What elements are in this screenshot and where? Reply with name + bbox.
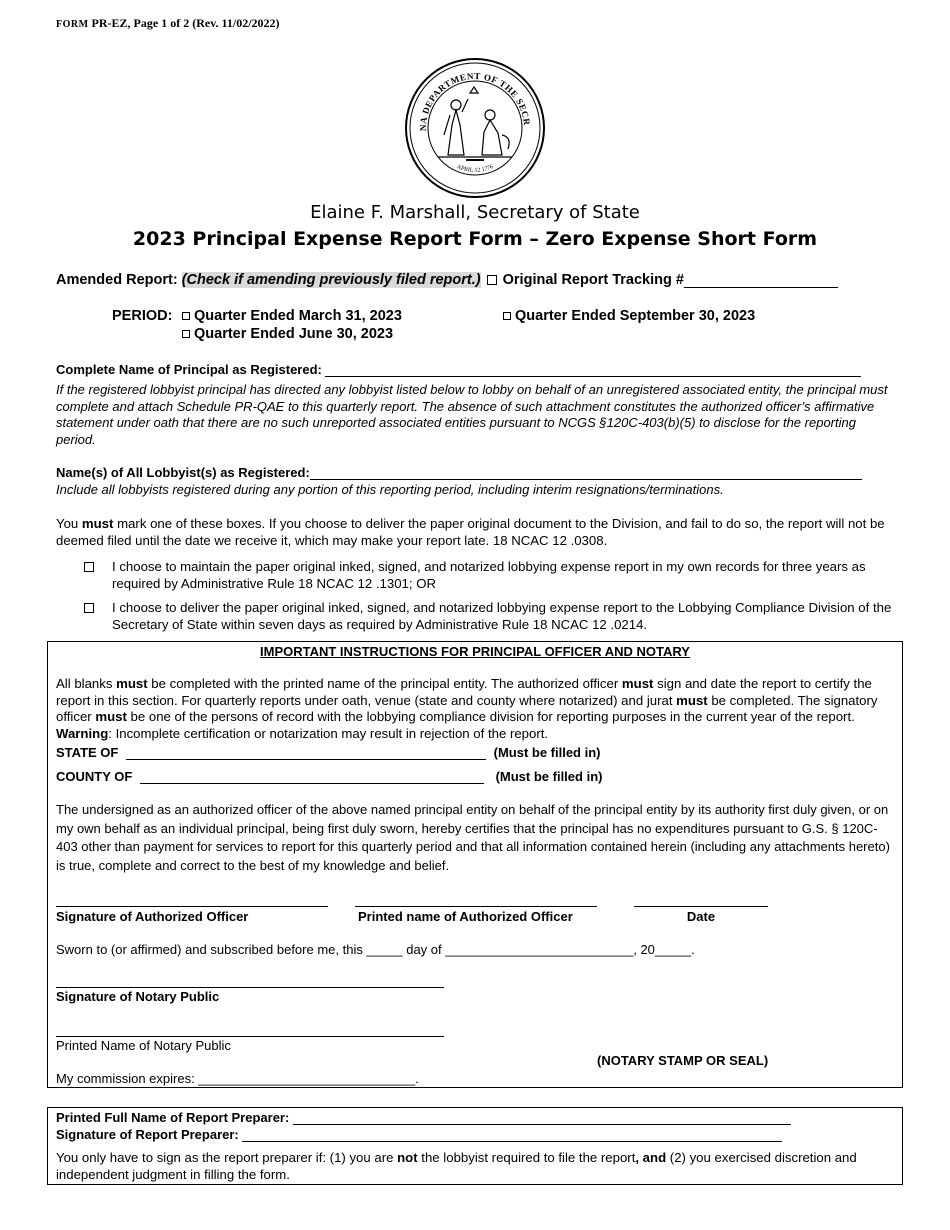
county-row — [56, 769, 602, 784]
instr-p1f: : Incomplete certification or notarization may result in rejection of the report. — [108, 725, 549, 741]
county-label: COUNTY OF — [56, 769, 133, 784]
tracking-label: Original Report Tracking # — [502, 272, 684, 288]
seal-text-bottom: APRIL 12 1776 — [455, 164, 495, 174]
preparer-name-label: Printed Full Name of Report Preparer: — [56, 1110, 290, 1125]
period-q3[interactable] — [503, 308, 755, 324]
notary-signature-field[interactable] — [56, 987, 444, 988]
instr-must1: must — [116, 676, 148, 691]
lobbyists-row — [56, 465, 862, 480]
county-field[interactable] — [140, 771, 484, 784]
preparer-not: not — [397, 1150, 418, 1165]
sworn-line — [56, 942, 695, 957]
must-mark-must: must — [81, 516, 114, 531]
principal-name-row — [56, 362, 861, 377]
period-q2[interactable] — [182, 326, 393, 342]
form-id-text: PR-EZ, Page 1 of 2 (Rev. 11/02/2022) — [91, 16, 280, 30]
form-prefix: FORM — [56, 19, 89, 30]
must-mark-paragraph — [56, 516, 898, 549]
option-maintain-text: I choose to maintain the paper original inked, signed, and notarized lobbying expense report in my own records for three years as required by Administrative Rule 18 NCAC 12 .1301; OR — [112, 559, 866, 591]
county-must-fill: (Must be filled in) — [495, 769, 603, 784]
option-deliver-checkbox[interactable] — [84, 603, 94, 613]
instructions-heading: IMPORTANT INSTRUCTIONS FOR PRINCIPAL OFFICER AND NOTARY — [260, 644, 690, 659]
instr-must4: must — [95, 709, 127, 724]
commission-expires: My commission expires: ______________________________. — [56, 1071, 419, 1086]
period-q1-checkbox[interactable] — [182, 312, 190, 320]
date-label: Date — [686, 909, 716, 924]
amended-hint: (Check if amending previously filed report.) — [181, 272, 481, 288]
must-mark-post: mark one of these boxes. If you choose to deliver the paper original document to the Division, and fail to do so, the report will not be deemed filed until the date we receive it, which may make your report late. 18 NCAC 12 .0308. — [56, 516, 885, 548]
state-row — [56, 745, 601, 760]
period-q3-label: Quarter Ended September 30, 2023 — [515, 308, 756, 324]
period-label: PERIOD: — [112, 308, 173, 324]
period-q1[interactable] — [182, 308, 402, 324]
period-q2-label: Quarter Ended June 30, 2023 — [194, 326, 394, 342]
option-deliver[interactable] — [84, 600, 904, 633]
instr-p1b: be completed with the printed name of the principal entity. The authorized officer — [147, 676, 622, 691]
lobbyists-note: Include all lobbyists registered during any portion of this reporting period, including interim resignations/terminations. — [56, 482, 724, 497]
instr-p1a: All blanks — [56, 676, 117, 691]
amended-label: Amended Report: — [56, 272, 178, 288]
preparer-n1: You only have to sign as the report preparer if: (1) you are — [56, 1150, 398, 1165]
seal-text-top: NA DEPARTMENT OF THE SECR — [417, 70, 533, 132]
preparer-name-row — [56, 1110, 791, 1125]
principal-name-field[interactable] — [325, 364, 861, 377]
form-title: 2023 Principal Expense Report Form – Zero Expense Short Form — [132, 228, 818, 250]
preparer-signature-field[interactable] — [242, 1129, 782, 1142]
instr-p1e: be one of the persons of record with the lobbying compliance division for reporting purposes in the current year of the report. — [126, 709, 855, 724]
lobbyists-label: Name(s) of All Lobbyist(s) as Registered: — [56, 465, 310, 480]
state-seal-icon — [404, 57, 546, 199]
svg-text:NORTH CAROLINA DEPARTMENT OF T — [404, 57, 532, 131]
principal-note: If the registered lobbyist principal has directed any lobbyist listed below to lobby on behalf of an unregistered associated entity, the principal must complete and attach Schedule PR-QAE to this quarterly report. The absence of such attachment constitutes the authorized officer’s affirmative statement under oath that there are no such unreported associated entities pursuant to NCGS §120C-403(b)(5) to disclose for the reporting period. — [56, 382, 888, 447]
officer-printed-name-field[interactable] — [355, 906, 597, 907]
officer-signature-field[interactable] — [56, 906, 328, 907]
instructions-paragraph — [56, 676, 892, 742]
instr-must2: must — [621, 676, 654, 691]
preparer-name-field[interactable] — [293, 1112, 791, 1125]
period-q2-checkbox[interactable] — [182, 330, 190, 338]
period-q1-label: Quarter Ended March 31, 2023 — [194, 308, 402, 324]
oath-paragraph: The undersigned as an authorized officer of the above named principal entity on behalf of the principal entity by its authority first duly given, or on my own behalf as an individual principal, being first duly sworn, hereby certifies that the principal has no expenditures pursuant to G.S. § 120C-403 other than payment for services to report for this quarterly period and that all information contained herein (including any attachments hereto) is true, complete and correct to the best of my knowledge and belief. — [56, 802, 890, 873]
state-must-fill: (Must be filled in) — [493, 745, 601, 760]
preparer-note — [56, 1150, 892, 1183]
sig-officer-label: Signature of Authorized Officer — [56, 909, 249, 924]
option-maintain[interactable] — [84, 559, 904, 592]
form-id — [56, 16, 280, 31]
preparer-n3: (2) you exercised discretion and independent judgment in filling the form. — [56, 1150, 857, 1182]
amended-checkbox[interactable] — [487, 275, 497, 285]
must-mark-pre: You — [56, 516, 82, 531]
sworn-a: Sworn to (or affirmed) and subscribed before me, this _____ day of — [56, 942, 446, 957]
option-deliver-text: I choose to deliver the paper original inked, signed, and notarized lobbying expense report to the Lobbying Compliance Division of the Secretary of State within seven days as required by Administrative Rule 18 NCAC 12 .0214. — [112, 600, 892, 632]
instr-p1c: sign and date the report to certify the report in this section. For quarterly reports under oath, venue (state and county where notarized) and jurat — [56, 676, 872, 708]
option-maintain-checkbox[interactable] — [84, 562, 94, 572]
instr-warning: Warning — [56, 725, 109, 741]
svg-text:APRIL 12 1776 — [456, 164, 494, 174]
preparer-and: , and — [635, 1150, 667, 1165]
secretary-name: Elaine F. Marshall, Secretary of State — [310, 202, 640, 223]
printed-notary-label: Printed Name of Notary Public — [56, 1038, 231, 1053]
preparer-n2: the lobbyist required to file the report — [417, 1150, 636, 1165]
sig-notary-label: Signature of Notary Public — [56, 989, 220, 1004]
state-label: STATE OF — [56, 745, 119, 760]
state-field[interactable] — [126, 747, 486, 760]
officer-date-field[interactable] — [634, 906, 768, 907]
amended-report-row — [56, 272, 838, 288]
sworn-b: __________________________, 20_____. — [445, 942, 695, 957]
printed-officer-label: Printed name of Authorized Officer — [358, 909, 573, 924]
instr-p1d: be completed. The signatory officer — [56, 692, 878, 724]
notary-printed-name-field[interactable] — [56, 1036, 444, 1037]
principal-label: Complete Name of Principal as Registered: — [56, 362, 322, 377]
notary-stamp-label: (NOTARY STAMP OR SEAL) — [597, 1053, 769, 1068]
instr-must3: must — [676, 692, 708, 708]
tracking-number-field[interactable] — [684, 273, 838, 288]
lobbyists-field[interactable] — [310, 467, 862, 480]
preparer-sig-label: Signature of Report Preparer: — [56, 1127, 239, 1142]
period-q3-checkbox[interactable] — [503, 312, 511, 320]
preparer-signature-row — [56, 1127, 782, 1142]
